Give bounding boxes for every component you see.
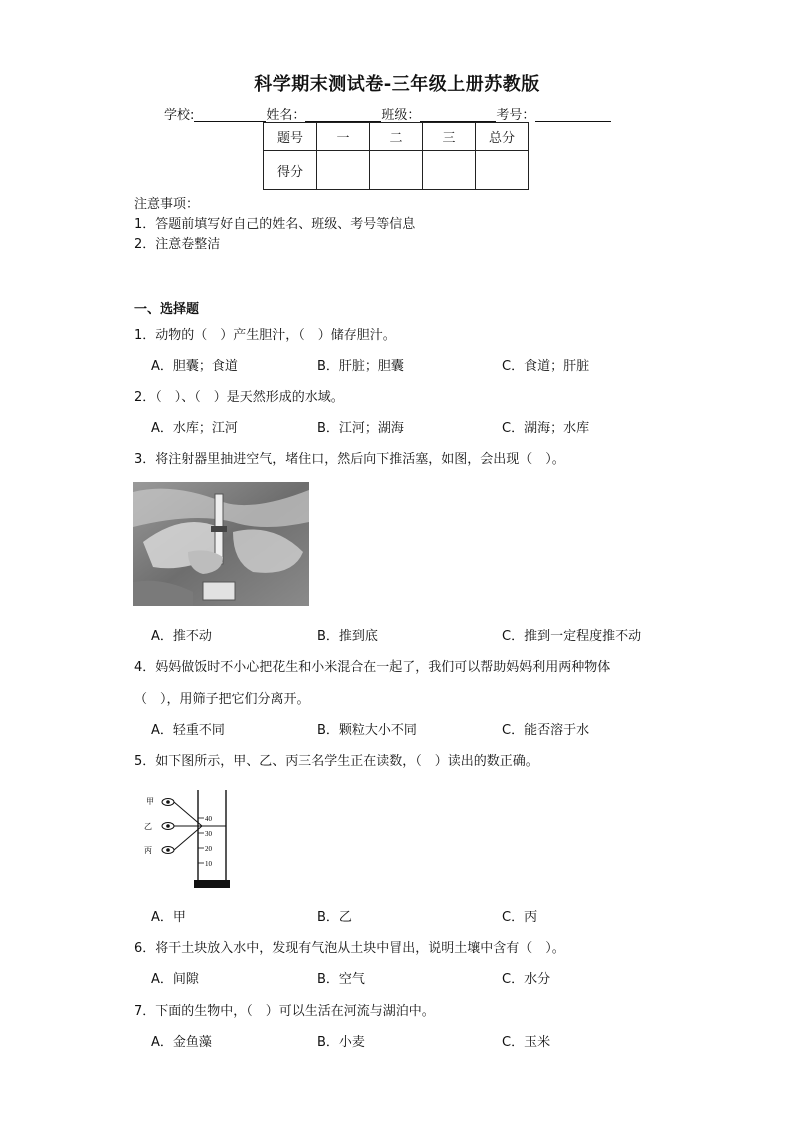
option-a[interactable]: A．推不动: [151, 629, 212, 644]
question-text: 4．妈妈做饭时不小心把花生和小米混合在一起了，我们可以帮助妈妈利用两种物体: [134, 660, 611, 675]
score-table: [263, 122, 529, 190]
name-label: 姓名：: [266, 108, 306, 123]
question-text: 7．下面的生物中，（ ）可以生活在河流与湖泊中。: [134, 1004, 435, 1019]
option-b[interactable]: B．推到底: [317, 629, 378, 644]
tick-label: 30: [205, 830, 212, 838]
option-b[interactable]: B．肝脏；胆囊: [317, 359, 404, 374]
student-label: 甲: [146, 797, 154, 806]
option-a[interactable]: A．胆囊；食道: [151, 359, 238, 374]
score-header-cell: 三: [423, 123, 476, 151]
option-b[interactable]: B．乙: [317, 910, 352, 925]
exam-no-label: 考号：: [496, 108, 536, 123]
tick-label: 20: [205, 845, 212, 853]
student-label: 乙: [144, 822, 152, 831]
option-c[interactable]: C．推到一定程度推不动: [502, 629, 642, 644]
question-text: 2．（ ）、（ ）是天然形成的水域。: [134, 390, 344, 405]
score-cell[interactable]: [370, 151, 423, 190]
score-cell[interactable]: [423, 151, 476, 190]
notes-item: 2．注意卷整洁: [134, 237, 221, 252]
score-header-cell: 总分: [476, 123, 529, 151]
exam-no-blank[interactable]: [535, 107, 611, 122]
score-row-label: 得分: [264, 151, 317, 190]
question-text: 1．动物的（ ）产生胆汁，（ ）储存胆汁。: [134, 328, 396, 343]
page-title: 科学期末测试卷-三年级上册苏教版: [254, 74, 540, 95]
graduated-cylinder-figure: [138, 788, 238, 892]
score-header-cell: 一: [317, 123, 370, 151]
option-a[interactable]: A．水库；江河: [151, 421, 238, 436]
score-header-cell: 题号: [264, 123, 317, 151]
option-c[interactable]: C．玉米: [502, 1035, 551, 1050]
student-label: 丙: [144, 846, 152, 855]
student-info-row: [164, 104, 611, 123]
syringe-photo: [133, 482, 309, 606]
school-blank[interactable]: [194, 107, 266, 122]
option-a[interactable]: A．轻重不同: [151, 723, 225, 738]
option-c[interactable]: C．水分: [502, 972, 551, 987]
score-cell[interactable]: [476, 151, 529, 190]
class-blank[interactable]: [420, 107, 496, 122]
option-b[interactable]: B．江河；湖海: [317, 421, 404, 436]
score-header-cell: 二: [370, 123, 423, 151]
tick-label: 40: [205, 815, 212, 823]
option-c[interactable]: C．能否溶于水: [502, 723, 590, 738]
option-c[interactable]: C．丙: [502, 910, 538, 925]
section-heading: 一、选择题: [134, 302, 200, 317]
question-text-cont: （ ），用筛子把它们分离开。: [134, 692, 310, 707]
class-label: 班级：: [381, 108, 421, 123]
option-b[interactable]: B．小麦: [317, 1035, 365, 1050]
notes-item: 1．答题前填写好自己的姓名、班级、考号等信息: [134, 217, 416, 232]
notes-heading: 注意事项：: [134, 197, 200, 212]
option-a[interactable]: A．间隙: [151, 972, 199, 987]
option-c[interactable]: C．湖海；水库: [502, 421, 590, 436]
score-cell[interactable]: [317, 151, 370, 190]
option-a[interactable]: A．甲: [151, 910, 186, 925]
question-text: 3．将注射器里抽进空气，堵住口，然后向下推活塞，如图，会出现（ ）。: [134, 452, 565, 467]
option-b[interactable]: B．空气: [317, 972, 365, 987]
option-c[interactable]: C．食道；肝脏: [502, 359, 590, 374]
question-text: 6．将干土块放入水中，发现有气泡从土块中冒出，说明土壤中含有（ ）。: [134, 941, 565, 956]
name-blank[interactable]: [305, 107, 381, 122]
option-b[interactable]: B．颗粒大小不同: [317, 723, 417, 738]
question-text: 5．如下图所示，甲、乙、丙三名学生正在读数，（ ）读出的数正确。: [134, 754, 539, 769]
notes: [134, 195, 415, 255]
option-a[interactable]: A．金鱼藻: [151, 1035, 212, 1050]
tick-label: 10: [205, 860, 212, 868]
school-label: 学校:: [164, 108, 195, 123]
